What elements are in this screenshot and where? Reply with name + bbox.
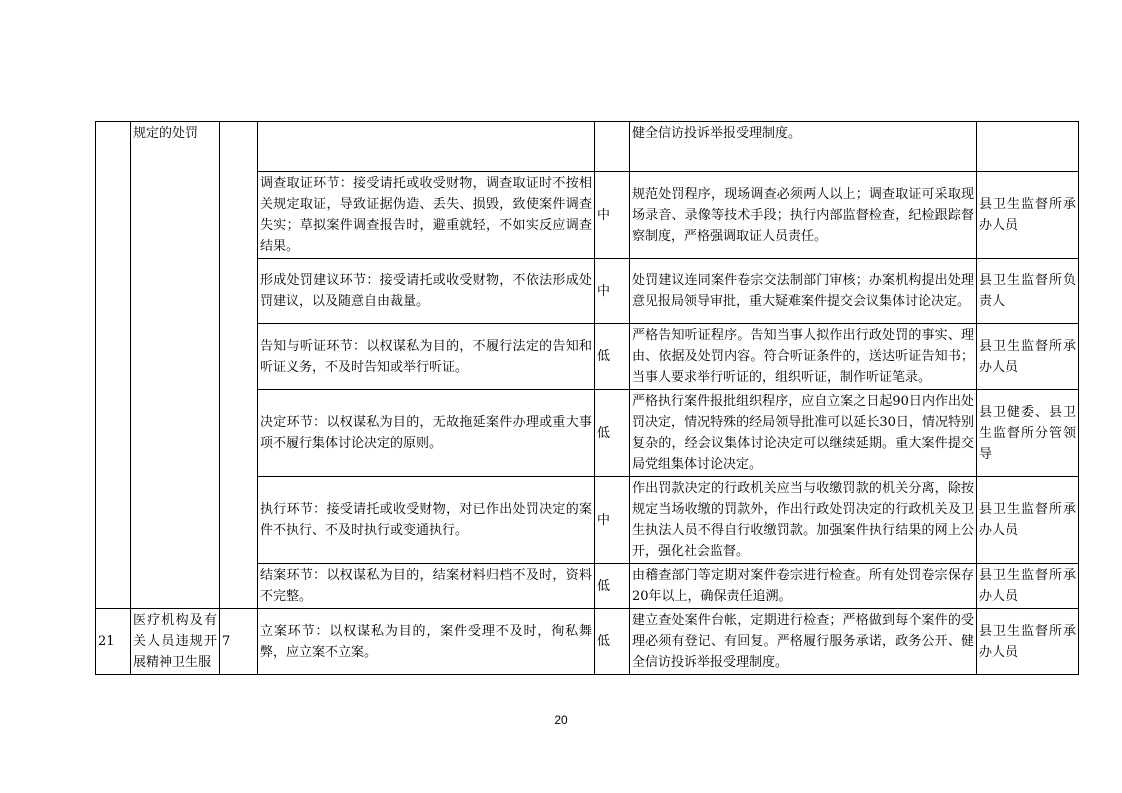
prevention-measure-cell: 由稽查部门等定期对案件卷宗进行检查。所有处罚卷宗保存20年以上，确保责任追溯。: [630, 564, 977, 609]
prevention-measure-cell: 建立查处案件台帐，定期进行检查；严格做到每个案件的受理必须有登记、有回复。严格履行服务承诺，政务公开、健全信访投诉举报受理制度。: [630, 609, 977, 675]
risk-level-cell: 低: [595, 609, 630, 675]
prevention-measure-cell: 规范处罚程序，现场调查必须两人以上；调查取证可采取现场录音、录像等技术手段；执行内部监督检查，纪检跟踪督察制度，严格强调取证人员责任。: [630, 172, 977, 259]
table-row: [96, 122, 1079, 172]
risk-step-cell: 立案环节：以权谋私为目的，案件受理不及时，徇私舞弊，应立案不立案。: [258, 609, 595, 675]
risk-step-cell: 结案环节：以权谋私为目的，结案材料归档不及时，资料不完整。: [258, 564, 595, 609]
risk-level-cell: 中: [595, 477, 630, 564]
risk-level-cell: 低: [595, 324, 630, 390]
item-count-cell: [220, 122, 258, 609]
item-name-cell: 医疗机构及有关人员违规开展精神卫生服: [131, 609, 220, 675]
responsible-party-cell: 县卫生监督所承办人员: [977, 172, 1079, 259]
risk-level-cell: 中: [595, 172, 630, 259]
risk-step-cell: 形成处罚建议环节：接受请托或收受财物，不依法形成处罚建议，以及随意自由裁量。: [258, 259, 595, 324]
risk-step-cell: [258, 122, 595, 172]
prevention-measure-cell: 严格执行案件报批组织程序，应自立案之日起90日内作出处罚决定，情况特殊的经局领导批准可以延长30日，情况特别复杂的，经会议集体讨论决定可以继续延期。重大案件提交局党组集体讨论决定。: [630, 390, 977, 477]
item-name-cell: 规定的处罚: [131, 122, 220, 609]
prevention-measure-cell: 健全信访投诉举报受理制度。: [630, 122, 977, 172]
risk-step-cell: 调查取证环节：接受请托或收受财物，调查取证时不按相关规定取证，导致证据伪造、丢失、损毁，致使案件调查失实；草拟案件调查报告时，避重就轻，不如实反应调查结果。: [258, 172, 595, 259]
item-number-cell: 21: [96, 609, 131, 675]
risk-step-cell: 执行环节：接受请托或收受财物，对已作出处罚决定的案件不执行、不及时执行或变通执行。: [258, 477, 595, 564]
item-count-cell: 7: [220, 609, 258, 675]
risk-level-cell: 中: [595, 259, 630, 324]
prevention-measure-cell: 处罚建议连同案件卷宗交法制部门审核；办案机构提出处理意见报局领导审批，重大疑难案件提交会议集体讨论决定。: [630, 259, 977, 324]
risk-step-cell: 决定环节：以权谋私为目的，无故拖延案件办理或重大事项不履行集体讨论决定的原则。: [258, 390, 595, 477]
responsible-party-cell: 县卫健委、县卫生监督所分管领导: [977, 390, 1079, 477]
responsible-party-cell: 县卫生监督所承办人员: [977, 324, 1079, 390]
page-number: 20: [554, 713, 568, 727]
risk-step-cell: 告知与听证环节：以权谋私为目的，不履行法定的告知和听证义务，不及时告知或举行听证。: [258, 324, 595, 390]
risk-table: [95, 121, 1079, 675]
responsible-party-cell: 县卫生监督所承办人员: [977, 609, 1079, 675]
item-number-cell: [96, 122, 131, 609]
responsible-party-cell: [977, 122, 1079, 172]
responsible-party-cell: 县卫生监督所负责人: [977, 259, 1079, 324]
prevention-measure-cell: 严格告知听证程序。告知当事人拟作出行政处罚的事实、理由、依据及处罚内容。符合听证条件的，送达听证告知书；当事人要求举行听证的，组织听证，制作听证笔录。: [630, 324, 977, 390]
risk-level-cell: 低: [595, 390, 630, 477]
responsible-party-cell: 县卫生监督所承办人员: [977, 477, 1079, 564]
responsible-party-cell: 县卫生监督所承办人员: [977, 564, 1079, 609]
risk-level-cell: 低: [595, 564, 630, 609]
prevention-measure-cell: 作出罚款决定的行政机关应当与收缴罚款的机关分离，除按规定当场收缴的罚款外，作出行政处罚决定的行政机关及卫生执法人员不得自行收缴罚款。加强案件执行结果的网上公开，强化社会监督。: [630, 477, 977, 564]
table-row: [96, 609, 1079, 675]
risk-level-cell: [595, 122, 630, 172]
